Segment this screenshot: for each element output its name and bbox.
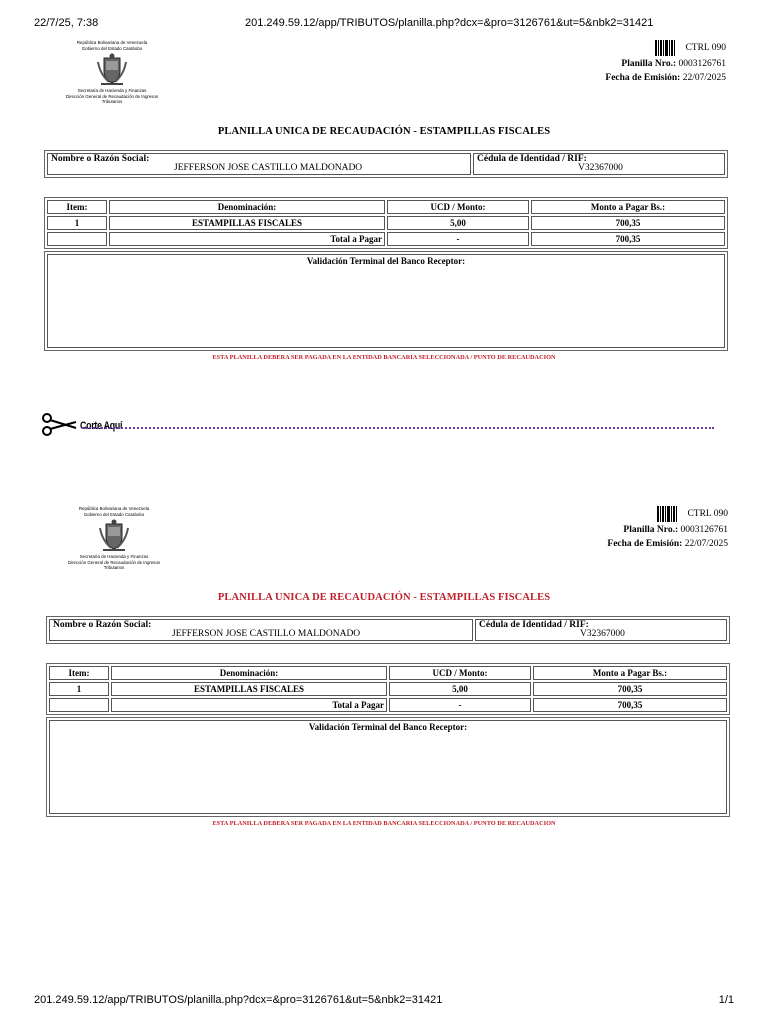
name-value: JEFFERSON JOSE CASTILLO MALDONADO bbox=[172, 629, 361, 639]
print-url: 201.249.59.12/app/TRIBUTOS/planilla.php?dcx=&pro=3126761&ut=5&nbk2=31421 bbox=[34, 994, 443, 1006]
table-row bbox=[49, 682, 727, 696]
total-monto: 700,35 bbox=[533, 698, 727, 712]
cell-monto: 700,35 bbox=[531, 216, 725, 230]
total-label: Total a Pagar bbox=[111, 698, 387, 712]
name-cell bbox=[47, 153, 471, 175]
col-header-item: Item: bbox=[49, 666, 109, 680]
logo-line: Gobierno del Estado Carabobo bbox=[81, 46, 143, 52]
fecha-label: Fecha de Emisión: bbox=[605, 73, 681, 83]
taxpayer-box bbox=[46, 616, 730, 644]
name-value: JEFFERSON JOSE CASTILLO MALDONADO bbox=[174, 163, 363, 173]
logo-line: Gobierno del Estado Carabobo bbox=[83, 512, 145, 518]
validation-label: Validación Terminal del Banco Receptor: bbox=[306, 256, 466, 266]
planilla-number: 0003126761 bbox=[678, 59, 726, 69]
col-header-ucd: UCD / Monto: bbox=[389, 666, 531, 680]
cedula-value: V32367000 bbox=[580, 629, 625, 639]
cell-monto: 700,35 bbox=[533, 682, 727, 696]
fecha-label: Fecha de Emisión: bbox=[607, 539, 683, 549]
validation-box bbox=[44, 251, 728, 351]
document-info bbox=[605, 40, 726, 85]
cell-item: 1 bbox=[49, 682, 109, 696]
logo-line: República Bolivariana de Venezuela bbox=[76, 40, 148, 45]
cell-item: 1 bbox=[47, 216, 107, 230]
validation-label: Validación Terminal del Banco Receptor: bbox=[308, 722, 468, 732]
table-header-row bbox=[49, 666, 727, 680]
ctrl-number: CTRL 090 bbox=[685, 43, 726, 53]
col-header-item: Item: bbox=[47, 200, 107, 214]
name-cell bbox=[49, 619, 473, 641]
cut-line bbox=[40, 409, 720, 439]
planilla-label: Planilla Nro.: bbox=[623, 525, 679, 535]
fecha-emision: 22/07/2025 bbox=[684, 539, 728, 549]
cedula-label: Cédula de Identidad / RIF: bbox=[477, 154, 587, 164]
total-monto: 700,35 bbox=[531, 232, 725, 246]
document-title: PLANILLA UNICA DE RECAUDACIÓN - ESTAMPILLAS FISCALES bbox=[217, 592, 551, 603]
scissors-icon bbox=[40, 409, 78, 439]
cedula-value: V32367000 bbox=[578, 163, 623, 173]
col-header-denominacion: Denominación: bbox=[109, 200, 385, 214]
print-url: 201.249.59.12/app/TRIBUTOS/planilla.php?dcx=&pro=3126761&ut=5&nbk2=31421 bbox=[245, 17, 654, 29]
document-title: PLANILLA UNICA DE RECAUDACIÓN - ESTAMPILLAS FISCALES bbox=[217, 126, 551, 137]
cedula-cell bbox=[475, 619, 727, 641]
logo-line: Secretaría de Hacienda y Finanzas bbox=[77, 88, 147, 94]
name-label: Nombre o Razón Social: bbox=[53, 620, 152, 630]
cell-empty bbox=[49, 698, 109, 712]
cell-denominacion: ESTAMPILLAS FISCALES bbox=[111, 682, 387, 696]
payment-warning: ESTA PLANILLA DEBERA SER PAGADA EN LA ENTIDAD BANCARIA SELECCIONADA / PUNTO DE RECAUDACION bbox=[212, 820, 556, 827]
total-row bbox=[49, 698, 727, 712]
logo-line: República Bolivariana de Venezuela bbox=[78, 506, 150, 511]
cedula-cell bbox=[473, 153, 725, 175]
print-timestamp: 22/7/25, 7:38 bbox=[34, 17, 99, 29]
total-ucd: - bbox=[387, 232, 529, 246]
cut-label: Corte Aquí bbox=[80, 420, 123, 432]
col-header-denominacion: Denominación: bbox=[111, 666, 387, 680]
dotted-cut-line bbox=[82, 427, 714, 429]
table-row bbox=[47, 216, 725, 230]
cell-denominacion: ESTAMPILLAS FISCALES bbox=[109, 216, 385, 230]
col-header-ucd: UCD / Monto: bbox=[387, 200, 529, 214]
government-logo bbox=[58, 40, 166, 104]
barcode-icon bbox=[657, 506, 677, 522]
print-page-number: 1/1 bbox=[718, 994, 734, 1006]
cell-ucd: 5,00 bbox=[389, 682, 531, 696]
logo-line: Dirección General de Recaudación de Ingresos bbox=[65, 93, 159, 99]
taxpayer-box bbox=[44, 150, 728, 178]
items-table bbox=[46, 663, 730, 715]
logo-line: Secretaría de Hacienda y Finanzas bbox=[79, 554, 149, 560]
col-header-monto: Monto a Pagar Bs.: bbox=[533, 666, 727, 680]
total-row bbox=[47, 232, 725, 246]
logo-line: Tributarios bbox=[101, 98, 123, 104]
total-label: Total a Pagar bbox=[109, 232, 385, 246]
table-header-row bbox=[47, 200, 725, 214]
col-header-monto: Monto a Pagar Bs.: bbox=[531, 200, 725, 214]
total-ucd: - bbox=[389, 698, 531, 712]
barcode-icon bbox=[655, 40, 675, 56]
coat-of-arms-icon bbox=[95, 52, 129, 86]
cell-empty bbox=[47, 232, 107, 246]
fecha-emision: 22/07/2025 bbox=[682, 73, 726, 83]
payment-warning: ESTA PLANILLA DEBERA SER PAGADA EN LA ENTIDAD BANCARIA SELECCIONADA / PUNTO DE RECAUDACION bbox=[212, 354, 556, 361]
cell-ucd: 5,00 bbox=[387, 216, 529, 230]
coat-of-arms-icon bbox=[97, 518, 131, 552]
logo-line: Dirección General de Recaudación de Ingresos bbox=[67, 559, 161, 565]
ctrl-number: CTRL 090 bbox=[687, 509, 728, 519]
cedula-label: Cédula de Identidad / RIF: bbox=[479, 620, 589, 630]
government-logo bbox=[60, 506, 168, 570]
validation-box bbox=[46, 717, 730, 817]
planilla-number: 0003126761 bbox=[680, 525, 728, 535]
planilla-label: Planilla Nro.: bbox=[621, 59, 677, 69]
name-label: Nombre o Razón Social: bbox=[51, 154, 150, 164]
items-table bbox=[44, 197, 728, 249]
logo-line: Tributarios bbox=[103, 564, 125, 570]
document-info bbox=[607, 506, 728, 551]
